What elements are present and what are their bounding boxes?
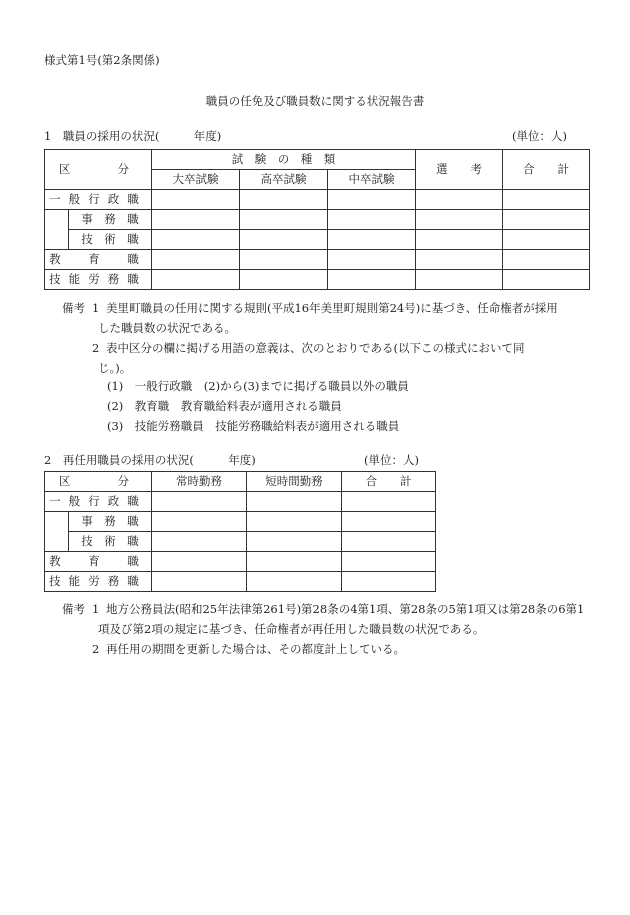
data-cell[interactable] <box>503 190 590 210</box>
definition-item: (1) 一般行政職 (2)から(3)までに掲げる職員以外の職員 <box>107 379 409 393</box>
data-cell[interactable] <box>247 492 342 512</box>
notes-label: 備考 <box>62 301 85 315</box>
table-row <box>45 230 590 250</box>
data-cell[interactable] <box>328 250 416 270</box>
data-cell[interactable] <box>328 270 416 290</box>
note-text: 美里町職員の任用に関する規則(平成16年美里町規則第24号)に基づき、任命権者が採用 <box>106 301 558 315</box>
data-cell[interactable] <box>342 572 436 592</box>
row-label: 技能労務職 <box>45 270 152 290</box>
data-cell[interactable] <box>503 230 590 250</box>
document-title: 職員の任免及び職員数に関する状況報告書 <box>205 94 425 108</box>
data-cell[interactable] <box>328 210 416 230</box>
header-exam-middle: 中卒試験 <box>328 170 416 190</box>
data-cell[interactable] <box>247 532 342 552</box>
section2-table <box>44 471 436 592</box>
data-cell[interactable] <box>328 190 416 210</box>
note-text: 地方公務員法(昭和25年法律第261号)第28条の4第1項、第28条の5第1項又は第28条の6第1 <box>106 602 585 616</box>
table-row <box>45 250 590 270</box>
data-cell[interactable] <box>416 270 503 290</box>
data-cell[interactable] <box>503 210 590 230</box>
data-cell[interactable] <box>152 532 247 552</box>
data-cell[interactable] <box>152 270 240 290</box>
note-text: じ。)。 <box>98 361 132 375</box>
indent-cell <box>45 210 69 230</box>
data-cell[interactable] <box>152 572 247 592</box>
data-cell[interactable] <box>247 512 342 532</box>
row-label: 一般行政職 <box>45 190 152 210</box>
header-exam-univ: 大卒試験 <box>152 170 240 190</box>
header-category: 区 分 <box>45 150 152 190</box>
section1-table <box>44 149 590 290</box>
definition-item: (2) 教育職 教育職給料表が適用される職員 <box>107 399 342 413</box>
row-label: 教 育 職 <box>45 250 152 270</box>
note-number: 2 <box>92 642 100 656</box>
row-label: 教 育 職 <box>45 552 152 572</box>
note-text: 再任用の期間を更新した場合は、その都度計上している。 <box>106 642 405 656</box>
header-exam-high: 高卒試験 <box>240 170 328 190</box>
data-cell[interactable] <box>342 552 436 572</box>
data-cell[interactable] <box>152 552 247 572</box>
data-cell[interactable] <box>342 492 436 512</box>
table-row <box>45 210 590 230</box>
data-cell[interactable] <box>152 250 240 270</box>
row-label: 事 務 職 <box>69 210 152 230</box>
note-text: 項及び第2項の規定に基づき、任命権者が再任用した職員数の状況である。 <box>98 622 485 636</box>
data-cell[interactable] <box>240 230 328 250</box>
data-cell[interactable] <box>152 230 240 250</box>
data-cell[interactable] <box>240 250 328 270</box>
notes-label: 備考 <box>62 602 85 616</box>
data-cell[interactable] <box>342 512 436 532</box>
data-cell[interactable] <box>416 190 503 210</box>
note-text: した職員数の状況である。 <box>98 321 236 335</box>
section2-heading: 2 再任用職員の採用の状況( 年度) <box>44 453 256 467</box>
table-row <box>45 492 436 512</box>
data-cell[interactable] <box>328 230 416 250</box>
note-number: 2 <box>92 341 100 355</box>
data-cell[interactable] <box>240 270 328 290</box>
table-row <box>45 552 436 572</box>
data-cell[interactable] <box>503 270 590 290</box>
data-cell[interactable] <box>247 572 342 592</box>
section2-unit: (単位：人) <box>364 453 419 467</box>
row-label: 技 術 職 <box>69 230 152 250</box>
data-cell[interactable] <box>152 492 247 512</box>
header-total: 合 計 <box>503 150 590 190</box>
header-parttime: 短時間勤務 <box>247 472 342 492</box>
indent-cell <box>45 512 69 532</box>
note-number: 1 <box>92 602 100 616</box>
table-row <box>45 190 590 210</box>
data-cell[interactable] <box>247 552 342 572</box>
note-number: 1 <box>92 301 100 315</box>
data-cell[interactable] <box>152 210 240 230</box>
row-label: 技 術 職 <box>69 532 152 552</box>
table-row <box>45 532 436 552</box>
header-fulltime: 常時勤務 <box>152 472 247 492</box>
row-label: 一般行政職 <box>45 492 152 512</box>
data-cell[interactable] <box>416 210 503 230</box>
data-cell[interactable] <box>152 190 240 210</box>
section1-heading: 1 職員の採用の状況( 年度) <box>44 129 222 143</box>
header-selection: 選 考 <box>416 150 503 190</box>
indent-cell <box>45 230 69 250</box>
data-cell[interactable] <box>416 250 503 270</box>
indent-cell <box>45 532 69 552</box>
table-row <box>45 270 590 290</box>
data-cell[interactable] <box>152 512 247 532</box>
note-text: 表中区分の欄に掲げる用語の意義は、次のとおりである(以下この様式において同 <box>106 341 525 355</box>
data-cell[interactable] <box>240 190 328 210</box>
data-cell[interactable] <box>240 210 328 230</box>
data-cell[interactable] <box>503 250 590 270</box>
header-category: 区 分 <box>45 472 152 492</box>
section1-unit: (単位：人) <box>512 129 567 143</box>
definition-item: (3) 技能労務職員 技能労務職給料表が適用される職員 <box>107 419 400 433</box>
data-cell[interactable] <box>416 230 503 250</box>
row-label: 技能労務職 <box>45 572 152 592</box>
header-exam-types: 試 験 の 種 類 <box>152 150 416 170</box>
row-label: 事 務 職 <box>69 512 152 532</box>
header-total: 合 計 <box>342 472 436 492</box>
form-label: 様式第1号(第2条関係) <box>44 53 160 67</box>
data-cell[interactable] <box>342 532 436 552</box>
table-row <box>45 572 436 592</box>
table-row <box>45 512 436 532</box>
